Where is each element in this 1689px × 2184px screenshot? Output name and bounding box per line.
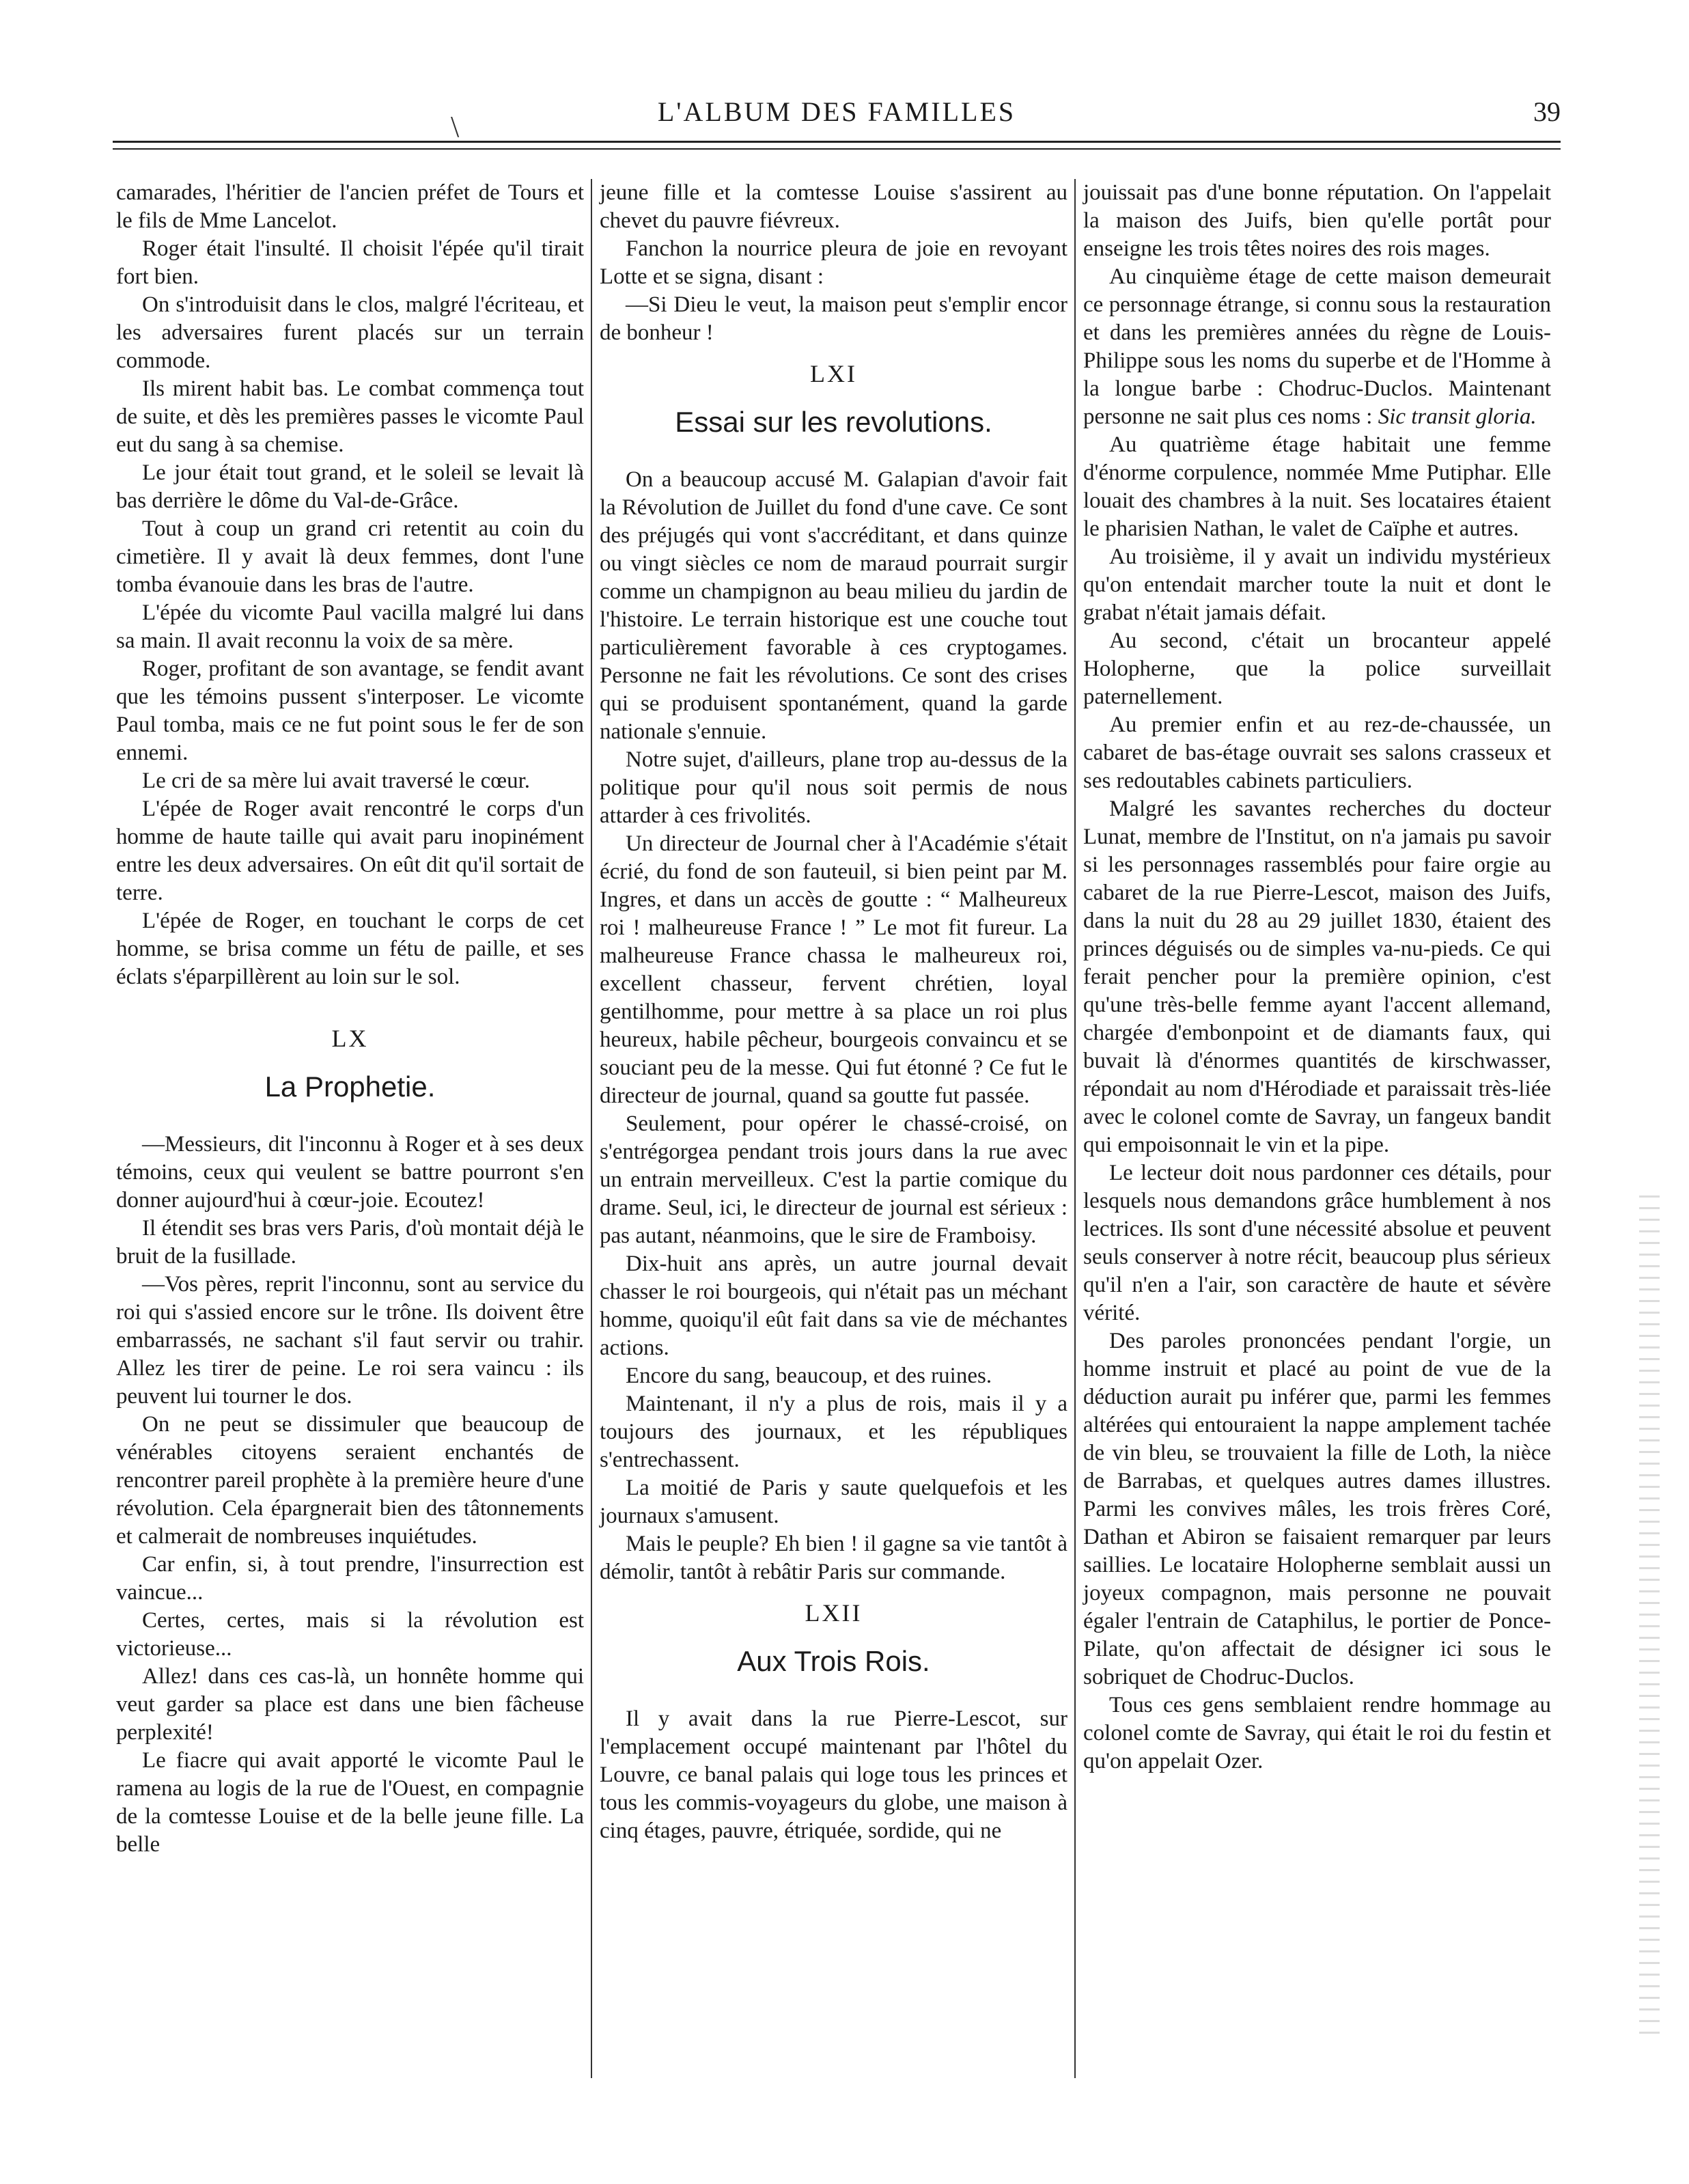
paragraph: Tout à coup un grand cri retentit au coin du cimetière. Il y avait là deux femmes, dont l'une tomba évanouie dans les bras de l'autre. bbox=[116, 516, 584, 597]
paragraph: Mais le peuple? Eh bien ! il gagne sa vie tantôt à démolir, tantôt à rebâtir Paris sur commande. bbox=[600, 1532, 1067, 1584]
paragraph: On ne peut se dissimuler que beaucoup de vénérables citoyens seraient enchantés de rencontrer pareil prophète à la première heure d'une révolution. Cela épargnerait bien des tâtonnements et calmerait de nombreuses inquiétudes. bbox=[116, 1412, 584, 1549]
paragraph: jeune fille et la comtesse Louise s'assirent au chevet du pauvre fiévreux. bbox=[600, 180, 1067, 233]
paragraph: —Vos pères, reprit l'inconnu, sont au service du roi qui s'assied encore sur le trône. Ils doivent être embarrassés, ne sachant s'il faut servir ou trahir. Allez les tirer de peine. Le roi sera vaincu : ils peuvent lui tourner le dos. bbox=[116, 1272, 584, 1409]
page-number: 39 bbox=[1533, 96, 1561, 127]
paragraph: L'épée de Roger, en touchant le corps de cet homme, se brisa comme un fétu de paille, et ses éclats s'éparpillèrent au loin sur le sol. bbox=[116, 909, 584, 989]
scan-margin-noise bbox=[1639, 1195, 1660, 2043]
paragraph: —Messieurs, dit l'inconnu à Roger et à ses deux témoins, ceux qui veulent se battre pourront s'en donner aujourd'hui à cœur-joie. Ecoutez! bbox=[116, 1132, 584, 1213]
chapter-number: LXI bbox=[810, 360, 857, 387]
page-header bbox=[113, 96, 1561, 137]
paragraph: Tous ces gens semblaient rendre hommage au colonel comte de Savray, qui était le roi du festin et qu'on appelait Ozer. bbox=[1083, 1693, 1551, 1773]
paragraph: L'épée du vicomte Paul vacilla malgré lui dans sa main. Il avait reconnu la voix de sa mère. bbox=[116, 600, 584, 653]
paragraph: Maintenant, il n'y a plus de rois, mais il y a toujours des journaux, et les républiques s'entrechassent. bbox=[600, 1392, 1067, 1472]
paragraph: Fanchon la nourrice pleura de joie en revoyant Lotte et se signa, disant : bbox=[600, 236, 1067, 289]
paragraph: La moitié de Paris y saute quelquefois et les journaux s'amusent. bbox=[600, 1476, 1067, 1528]
header-rule bbox=[113, 141, 1561, 150]
chapter-title: Aux Trois Rois. bbox=[737, 1645, 930, 1677]
paragraph: Car enfin, si, à tout prendre, l'insurrection est vaincue... bbox=[116, 1552, 584, 1605]
latin-quote: Sic transit gloria. bbox=[1378, 404, 1537, 429]
paragraph: Au troisième, il y avait un individu mystérieux qu'on entendait marcher toute la nuit et dont le grabat n'était jamais défait. bbox=[1083, 544, 1551, 625]
text-column-3 bbox=[1083, 179, 1551, 1775]
paragraph: Roger, profitant de son avantage, se fendit avant que les témoins pussent s'interposer. Le vicomte Paul tomba, mais ce ne fut point sous le fer de son ennemi. bbox=[116, 656, 584, 765]
paragraph: Il y avait dans la rue Pierre-Lescot, sur l'emplacement occupé maintenant par l'hôtel du Louvre, ce banal palais qui loge tous les princes et tous les commis-voyageurs du globe, une maison à cinq étages, pauvre, étriquée, sordide, qui ne bbox=[600, 1706, 1067, 1843]
paragraph: Des paroles prononcées pendant l'orgie, un homme instruit et placé au point de vue de la déduction aurait pu inférer que, parmi les femmes altérées qui entouraient la nappe amplement tachée de vin bleu, se trouvaient la fille de Loth, la nièce de Barrabas, et quelques autres dames illustres. Parmi les convives mâles, les trois frères Coré, Dathan et Abiron se faisaient remarquer par leurs saillies. Le locataire Holopherne semblait aussi un joyeux compagnon, mais personne ne pouvait égaler l'entrain de Cataphilus, le portier de Ponce-Pilate, qu'on affectait de désigner ici sous le sobriquet de Chodruc-Duclos. bbox=[1083, 1329, 1551, 1689]
paragraph: Le fiacre qui avait apporté le vicomte Paul le ramena au logis de la rue de l'Ouest, en compagnie de la comtesse Louise et de la belle jeune fille. La belle bbox=[116, 1748, 584, 1857]
paragraph: Roger était l'insulté. Il choisit l'épée qu'il tirait fort bien. bbox=[116, 236, 584, 289]
paragraph: Il étendit ses bras vers Paris, d'où montait déjà le bruit de la fusillade. bbox=[116, 1216, 584, 1269]
paragraph: —Si Dieu le veut, la maison peut s'emplir encor de bonheur ! bbox=[600, 292, 1067, 345]
paragraph: Au second, c'était un brocanteur appelé Holopherne, que la police surveillait paternellement. bbox=[1083, 628, 1551, 709]
print-mark: \ bbox=[451, 110, 460, 143]
paragraph: Seulement, pour opérer le chassé-croisé, on s'entrégorgea pendant trois jours dans la rue avec un entrain merveilleux. C'est la partie comique du drame. Seul, ici, le directeur de journal est sérieux : pas autant, néanmoins, que le sire de Framboisy. bbox=[600, 1111, 1067, 1248]
journal-title: L'ALBUM DES FAMILLES bbox=[657, 96, 1016, 127]
column-divider bbox=[591, 179, 592, 2078]
paragraph: On a beaucoup accusé M. Galapian d'avoir fait la Révolution de Juillet du fond d'une cave. Ce sont des préjugés qui vont s'accréditant, et dans quinze ou vingt siècles ce nom de maraud pourrait surgir comme un champignon au beau milieu du jardin de l'histoire. Le terrain historique est une couche tout particulièrement favorable à ces cryptogames. Personne ne fait les révolutions. Ce sont des crises qui se produisent spontanément, quand la garde nationale s'ennuie. bbox=[600, 467, 1067, 744]
paragraph: Le cri de sa mère lui avait traversé le cœur. bbox=[142, 769, 531, 793]
text-column-1 bbox=[116, 179, 584, 1859]
paragraph: Un directeur de Journal cher à l'Académie s'était écrié, du fond de son fauteuil, si bien peint par M. Ingres, et dans un accès de goutte : “ Malheureux roi ! malheureuse France ! ” Le mot fit fureur. La malheureuse France chassa le malheureux roi, excellent chasseur, fervent chrétien, loyal gentilhomme, pour mettre à sa place un roi plus heureux, habile pêcheur, bourgeois convaincu et se souciant peu de la messe. Qui fut étonné ? Ce fut le directeur de journal, quand sa goutte fut passée. bbox=[600, 831, 1067, 1108]
paragraph: Encore du sang, beaucoup, et des ruines. bbox=[626, 1364, 992, 1388]
text-column-2 bbox=[600, 179, 1067, 1845]
chapter-title: Essai sur les revolutions. bbox=[675, 406, 992, 438]
paragraph: jouissait pas d'une bonne réputation. On l'appelait la maison des Juifs, bien qu'elle portât pour enseigne les trois têtes noires des rois mages. bbox=[1083, 180, 1551, 261]
chapter-title: La Prophetie. bbox=[264, 1070, 436, 1103]
paragraph: Ils mirent habit bas. Le combat commença tout de suite, et dès les premières passes le vicomte Paul eut du sang à sa chemise. bbox=[116, 376, 584, 457]
paragraph: L'épée de Roger avait rencontré le corps d'un homme de haute taille qui avait paru inopinément entre les deux adversaires. On eût dit qu'il sortait de terre. bbox=[116, 797, 584, 905]
paragraph: On s'introduisit dans le clos, malgré l'écriteau, et les adversaires furent placés sur un terrain commode. bbox=[116, 292, 584, 373]
paragraph: Malgré les savantes recherches du docteur Lunat, membre de l'Institut, on n'a jamais pu savoir si les personnages rassemblés pour faire orgie au cabaret de la rue Pierre-Lescot, maison des Juifs, dans la nuit du 28 au 29 juillet 1830, étaient des princes déguisés ou de simples va-nu-pieds. Ce qui ferait pencher pour la première opinion, c'est qu'une très-belle femme ayant l'accent allemand, chargée d'embonpoint et de diamants faux, qui buvait là d'énormes quantités de kirschwasser, répondait au nom d'Hérodiade et paraissait très-liée avec le colonel comte de Savray, un fangeux bandit qui empoisonnait le vin et la pipe. bbox=[1083, 797, 1551, 1157]
paragraph-text: Au cinquième étage de cette maison demeurait ce personnage étrange, si connu sous la restauration et dans les premières années du règne de Louis-Philippe sous les noms du superbe et de l'Homme à la longue barbe : Chodruc-Duclos. Maintenant personne ne sait plus ces noms : bbox=[1083, 264, 1551, 429]
paragraph: Allez! dans ces cas-là, un honnête homme qui veut garder sa place est dans une bien fâcheuse perplexité! bbox=[116, 1664, 584, 1745]
paragraph: Au premier enfin et au rez-de-chaussée, un cabaret de bas-étage ouvrait ses salons crasseux et ses redoutables cabinets particuliers. bbox=[1083, 713, 1551, 793]
paragraph bbox=[1083, 263, 1551, 431]
paragraph: Le jour était tout grand, et le soleil se levait là bas derrière le dôme du Val-de-Grâce. bbox=[116, 460, 584, 513]
paragraph: camarades, l'héritier de l'ancien préfet de Tours et le fils de Mme Lancelot. bbox=[116, 180, 584, 233]
column-divider bbox=[1074, 179, 1076, 2078]
paragraph: Au quatrième étage habitait une femme d'énorme corpulence, nommée Mme Putiphar. Elle louait des chambres à la nuit. Ses locataires étaient le pharisien Nathan, le valet de Caïphe et autres. bbox=[1083, 432, 1551, 541]
paragraph: Notre sujet, d'ailleurs, plane trop au-dessus de la politique pour qu'il nous soit permis de nous attarder à ces frivolités. bbox=[600, 747, 1067, 828]
chapter-number: LX bbox=[331, 1025, 369, 1052]
chapter-number: LXII bbox=[805, 1599, 863, 1627]
paragraph: Dix-huit ans après, un autre journal devait chasser le roi bourgeois, qui n'était pas un méchant homme, quoiqu'il eût fait dans sa vie de méchantes actions. bbox=[600, 1252, 1067, 1360]
paragraph: Certes, certes, mais si la révolution est victorieuse... bbox=[116, 1608, 584, 1661]
paragraph: Le lecteur doit nous pardonner ces détails, pour lesquels nous demandons grâce humblement à nos lectrices. Ils sont d'une nécessité absolue et peuvent seuls conserver à notre récit, beaucoup plus sérieux qu'il n'en a l'air, son caractère de haute et sévère vérité. bbox=[1083, 1161, 1551, 1325]
